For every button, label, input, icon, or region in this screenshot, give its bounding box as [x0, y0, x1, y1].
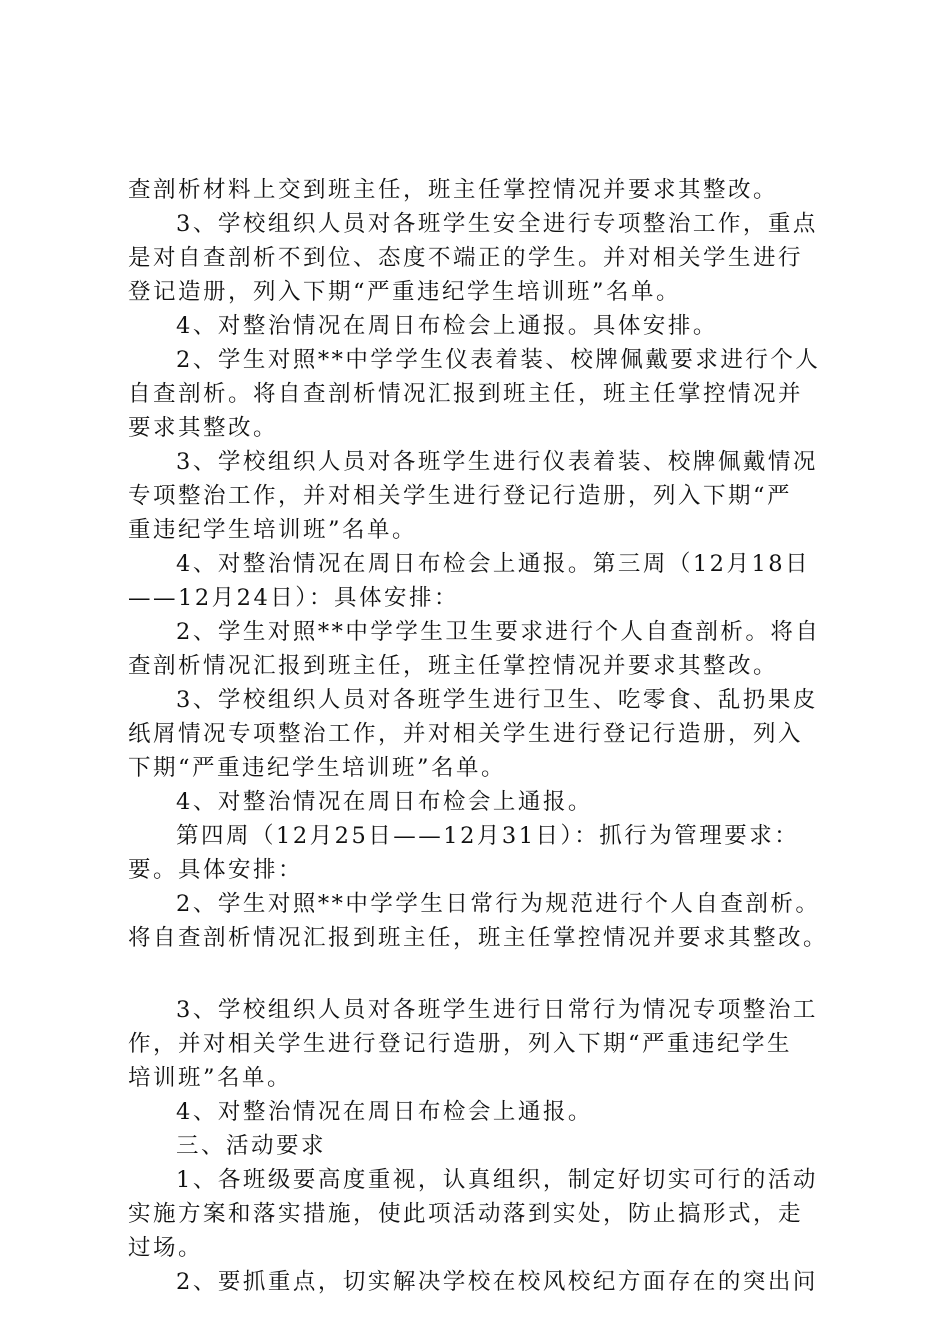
text-line: 2、学生对照**中学学生仪表着装、校牌佩戴要求进行个人 — [176, 347, 821, 373]
text-line: 4、对整治情况在周日布检会上通报。 — [176, 1099, 593, 1125]
text-line: 3、学校组织人员对各班学生进行仪表着装、校牌佩戴情况 — [176, 449, 818, 475]
text-line: 2、学生对照**中学学生卫生要求进行个人自查剖析。将自 — [176, 619, 821, 645]
text-line: 4、对整治情况在周日布检会上通报。具体安排。 — [176, 313, 718, 339]
text-line: 将自查剖析情况汇报到班主任，班主任掌控情况并要求其整改。 — [128, 925, 829, 951]
text-line: 登记造册，列入下期“严重违纪学生培训班”名单。 — [128, 279, 682, 305]
text-line: 3、学校组织人员对各班学生安全进行专项整治工作，重点 — [176, 211, 818, 237]
text-line: ——12月24日）：具体安排： — [128, 585, 460, 611]
text-line: 查剖析情况汇报到班主任，班主任掌控情况并要求其整改。 — [128, 653, 779, 679]
text-line: 专项整治工作，并对相关学生进行登记行造册，列入下期“严 — [128, 483, 793, 509]
text-line: 重违纪学生培训班”名单。 — [128, 517, 418, 543]
text-line: 过场。 — [128, 1235, 204, 1261]
text-line: 查剖析材料上交到班主任，班主任掌控情况并要求其整改。 — [128, 177, 779, 203]
text-line: 2、要抓重点，切实解决学校在校风校纪方面存在的突出问 — [176, 1269, 818, 1295]
text-line: 自查剖析。将自查剖析情况汇报到班主任，班主任掌控情况并 — [128, 381, 804, 407]
text-line: 要。具体安排： — [128, 857, 304, 883]
text-line: 作，并对相关学生进行登记行造册，列入下期“严重违纪学生 — [128, 1031, 793, 1057]
text-line: 培训班”名单。 — [128, 1065, 293, 1091]
text-line: 要求其整改。 — [128, 415, 279, 441]
text-line: 实施方案和落实措施，使此项活动落到实处，防止搞形式，走 — [128, 1201, 804, 1227]
text-line: 下期“严重违纪学生培训班”名单。 — [128, 755, 507, 781]
text-line: 4、对整治情况在周日布检会上通报。 — [176, 789, 593, 815]
text-line: 3、学校组织人员对各班学生进行日常行为情况专项整治工 — [176, 997, 818, 1023]
text-line: 3、学校组织人员对各班学生进行卫生、吃零食、乱扔果皮 — [176, 687, 818, 713]
text-line: 1、各班级要高度重视，认真组织，制定好切实可行的活动 — [176, 1167, 818, 1193]
section-heading: 三、活动要求 — [176, 1133, 327, 1159]
text-line: 2、学生对照**中学学生日常行为规范进行个人自查剖析。 — [176, 891, 821, 917]
text-line: 4、对整治情况在周日布检会上通报。第三周（12月18日 — [176, 551, 811, 577]
text-line: 第四周（12月25日——12月31日）：抓行为管理要求： — [176, 823, 800, 849]
text-line: 纸屑情况专项整治工作，并对相关学生进行登记行造册，列入 — [128, 721, 804, 747]
text-line: 是对自查剖析不到位、态度不端正的学生。并对相关学生进行 — [128, 245, 804, 271]
